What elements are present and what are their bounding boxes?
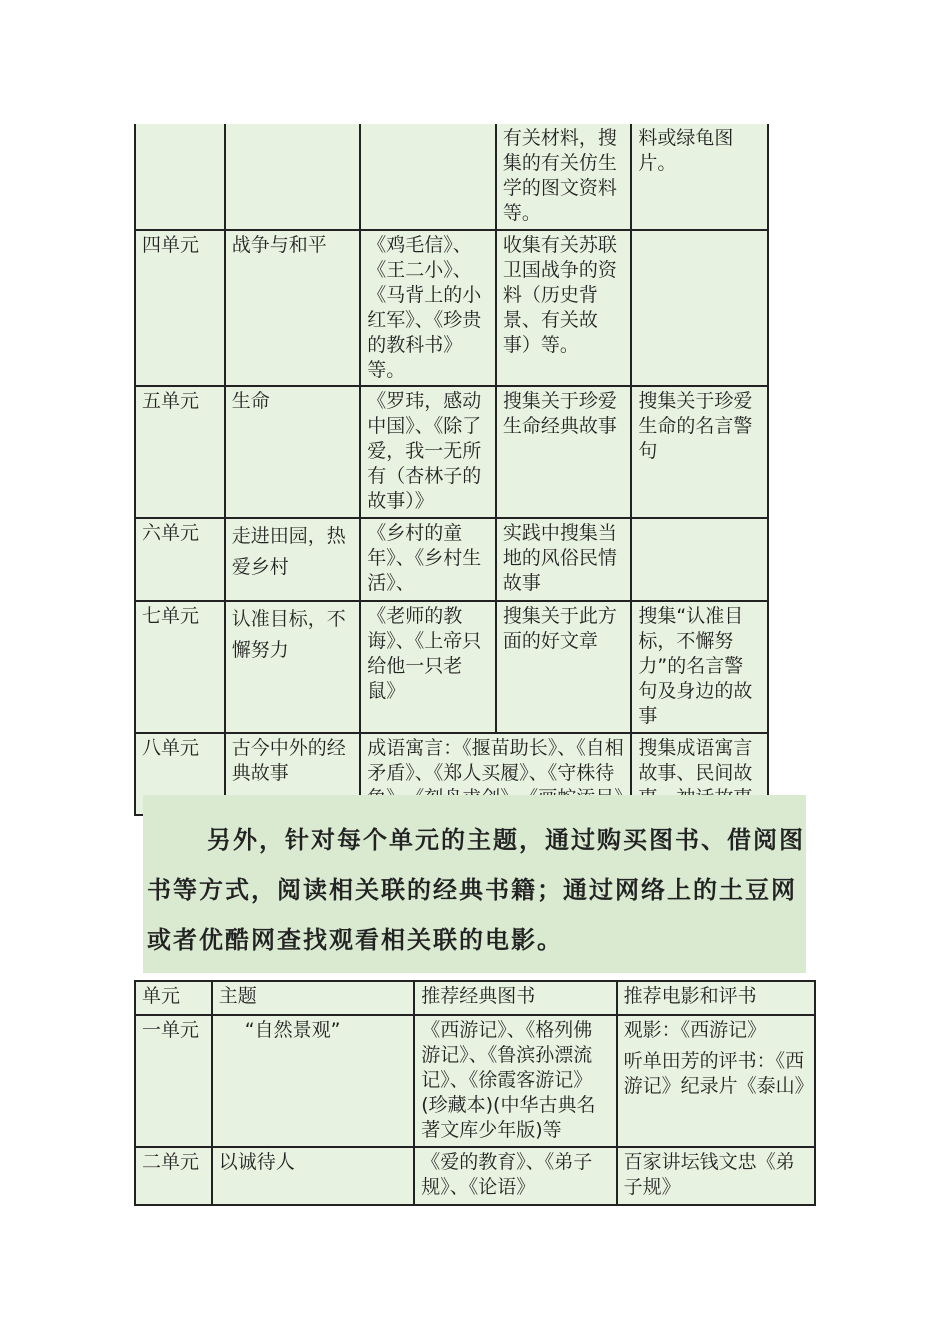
theme-text: “自然景观”	[244, 1019, 341, 1041]
unit-cell: 一单元	[135, 1015, 212, 1147]
table-header-row	[135, 981, 815, 1015]
extra-cell	[631, 230, 768, 386]
header-unit: 单元	[135, 981, 212, 1015]
extra-cell: 搜集“认准目标，不懈努力”的名言警句及身边的故事	[631, 601, 768, 733]
table-row	[135, 124, 768, 230]
unit-cell	[135, 124, 225, 230]
books-cell: 《爱的教育》、《弟子规》、《论语》	[414, 1147, 616, 1205]
table-row	[135, 230, 768, 386]
unit-cell: 六单元	[135, 518, 225, 601]
theme-cell: 以诚待人	[212, 1147, 414, 1205]
theme-cell: 古今中外的经典故事	[225, 733, 361, 815]
theme-cell: 生命	[225, 386, 361, 518]
header-theme: 主题	[212, 981, 414, 1015]
reading-cell: 《罗玮，感动中国》、《除了爱，我一无所有（杏林子的故事）》	[360, 386, 496, 518]
activity-cell: 收集有关苏联卫国战争的资料（历史背景、有关故事）等。	[496, 230, 632, 386]
unit-cell: 七单元	[135, 601, 225, 733]
books-cell: 《西游记》、《格列佛游记》、《鲁滨孙漂流记》、《徐霞客游记》(珍藏本)(中华古典名著文库少年版)等	[414, 1015, 616, 1147]
theme-cell: 走进田园，热爱乡村	[225, 518, 361, 601]
extra-cell: 搜集成语寓言故事、民间故	[631, 733, 768, 815]
theme-cell: 认准目标，不懈努力	[225, 601, 361, 733]
header-media: 推荐电影和评书	[617, 981, 815, 1015]
paragraph-text: 另外，针对每个单元的主题，通过购买图书、借阅图书等方式，阅读相关联的经典书籍；通过网络上的土豆网或者优酷网查找观看相关联的电影。	[147, 825, 805, 954]
reading-merged-cell: 成语寓言：《揠苗助长》、《自相矛盾》、《郑人买履》、《守株待	[360, 733, 631, 815]
table-row	[135, 1015, 815, 1147]
extra-cell	[631, 518, 768, 601]
unit-cell: 二单元	[135, 1147, 212, 1205]
unit-cell: 八单元	[135, 733, 225, 815]
activity-cell: 有关材料，搜集的有关仿生学的图文资料等。	[496, 124, 632, 230]
media-cell	[617, 1015, 815, 1147]
table-row	[135, 1147, 815, 1205]
recommendation-table	[134, 980, 816, 1206]
activity-cell: 搜集关于珍爱生命经典故事	[496, 386, 632, 518]
theme-cell	[225, 124, 361, 230]
table-row	[135, 601, 768, 733]
media-cell: 百家讲坛钱文忠《弟子规》	[617, 1147, 815, 1205]
header-books: 推荐经典图书	[414, 981, 616, 1015]
media-line: 观影：《西游记》	[623, 1019, 767, 1041]
activity-cell: 实践中搜集当地的风俗民情故事	[496, 518, 632, 601]
unit-plan-table	[134, 124, 769, 816]
reading-cell: 《鸡毛信》、《王二小》、《马背上的小红军》、《珍贵的教科书》等。	[360, 230, 496, 386]
unit-cell: 四单元	[135, 230, 225, 386]
paragraph	[143, 795, 806, 973]
extra-cell: 料或绿龟图片。	[631, 124, 768, 230]
table-row	[135, 386, 768, 518]
reading-cell	[360, 124, 496, 230]
theme-cell	[212, 1015, 414, 1147]
reading-cell: 《老师的教诲》、《上帝只给他一只老鼠》	[360, 601, 496, 733]
extra-cell: 搜集关于珍爱生命的名言警句	[631, 386, 768, 518]
unit-cell: 五单元	[135, 386, 225, 518]
reading-cell: 《乡村的童年》、《乡村生活》、	[360, 518, 496, 601]
media-line: 听单田芳的评书：《西游记》纪录片《泰山》	[623, 1050, 814, 1097]
theme-cell: 战争与和平	[225, 230, 361, 386]
activity-cell: 搜集关于此方面的好文章	[496, 601, 632, 733]
table-row	[135, 518, 768, 601]
